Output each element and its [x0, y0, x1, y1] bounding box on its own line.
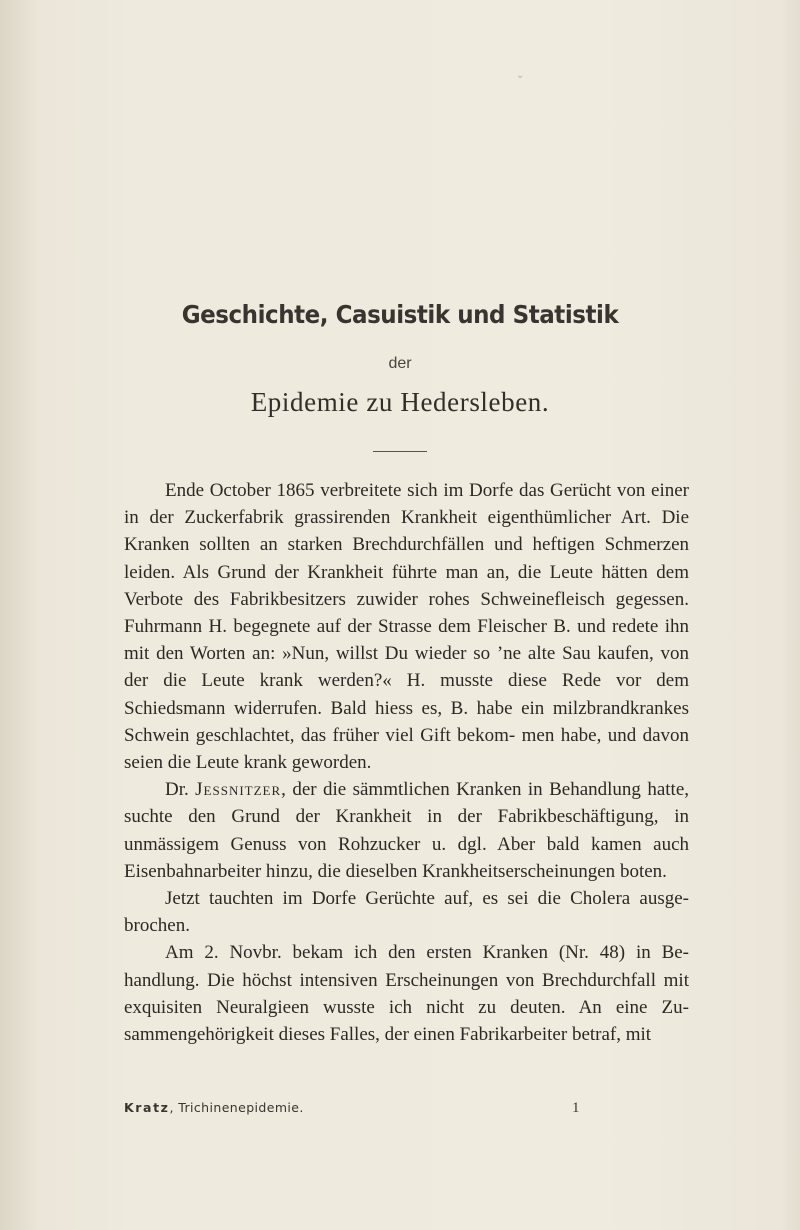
person-name: Jessnitzer	[195, 779, 282, 801]
stray-mark: ⌄	[516, 70, 525, 81]
sheet-number: 1	[572, 1100, 580, 1116]
footer-work: , Trichinenepidemie.	[169, 1100, 304, 1115]
text-line: Am 2. Novbr. bekam ich den ersten Kranken (Nr. 48) in Be-	[165, 942, 689, 964]
text-line: Schmerzen leiden. Als Grund der Krankheit führte man an, die Leute	[124, 534, 689, 583]
title-connector: der	[388, 355, 412, 372]
page-title: Geschichte, Casuistik und Statistik	[181, 300, 619, 329]
text-line: einer in der Zuckerfabrik grassirenden Krankheit eigenthümlicher	[124, 480, 689, 529]
paragraph	[124, 885, 689, 939]
text-line: hatte, suchte den Grund der Krankheit in der Fabrikbeschäftigung,	[124, 779, 690, 828]
text-line: mit exquisiten Neuralgieen wusste ich nicht zu deuten. An eine Zu-	[124, 969, 689, 1018]
text-line: Ende October 1865 verbreitete sich im Dorfe das Gerücht von	[165, 480, 646, 501]
text-fragment: , der die sämmtlichen Kranken in Behandlung	[281, 779, 641, 801]
page-subtitle: Epidemie zu Hedersleben.	[250, 387, 550, 417]
text-line: alte Sau kaufen, von der die Leute krank werden?« H. musste diese	[124, 643, 690, 692]
text-line: hätten dem Verbote des Fabrikbesitzers zuwider rohes Schweinefleisch	[124, 561, 689, 610]
text-line: sammengehörigkeit dieses Falles, der einen Fabrikarbeiter betraf, mit	[124, 1024, 652, 1046]
paragraph	[124, 477, 689, 776]
signature-line	[124, 1100, 304, 1115]
paragraph	[124, 939, 689, 1048]
text-line: Rede vor dem Schiedsmann widerrufen. Bald hiess es, B. habe ein	[124, 670, 690, 719]
footer-author: Kratz	[124, 1100, 170, 1115]
text-fragment: Dr.	[165, 779, 196, 801]
text-line: brochen.	[124, 915, 190, 937]
divider-rule	[373, 451, 427, 452]
text-line: Eisenbahnarbeiter hinzu, die dieselben Krankheitserscheinungen	[124, 860, 616, 882]
text-line: boten.	[619, 860, 667, 882]
text-line: gegessen. Fuhrmann H. begegnete auf der Strasse dem Fleischer B.	[124, 588, 689, 638]
text-line: handlung. Die höchst intensiven Erscheinungen von Brechdurchfall	[124, 969, 656, 991]
body-text	[124, 477, 689, 1048]
text-line: Art. Die Kranken sollten an starken Brechdurchfällen und heftigen	[124, 507, 690, 556]
text-line: milzbrandkrankes Schwein geschlachtet, das früher viel Gift bekom-	[124, 697, 689, 746]
text-line: men habe, und davon seien die Leute krank geworden.	[124, 724, 690, 774]
paragraph	[124, 776, 689, 885]
text-line: und redete ihn mit den Worten an: »Nun, willst Du wieder so ’ne	[124, 616, 690, 665]
text-line: in unmässigem Genuss von Rohzucker u. dgl. Aber bald kamen auch	[124, 806, 689, 855]
text-line: Jetzt tauchten im Dorfe Gerüchte auf, es sei die Cholera ausge-	[165, 888, 689, 910]
